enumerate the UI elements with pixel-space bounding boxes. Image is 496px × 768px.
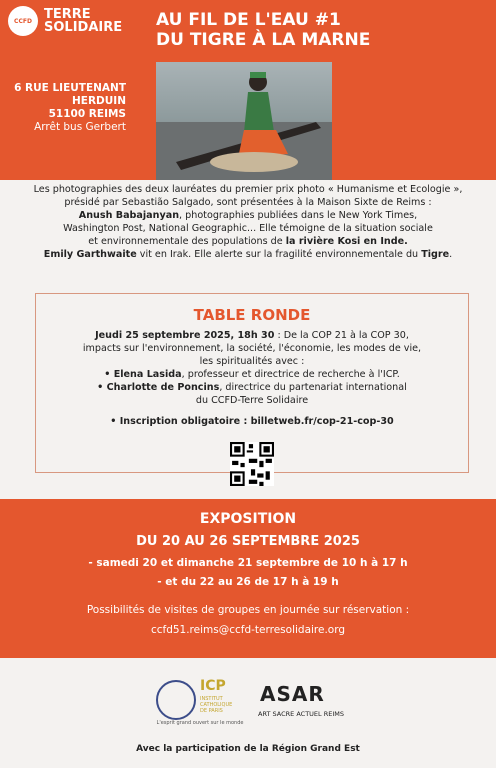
table-ronde-body — [56, 329, 448, 428]
intro-p5b: la rivière Kosi en Inde. — [285, 236, 408, 247]
tr-speaker1-line — [56, 368, 448, 381]
intro-name2: Emily Garthwaite — [43, 249, 137, 260]
table-ronde-title: TABLE RONDE — [193, 306, 311, 324]
tr-text3: les spiritualités avec : — [199, 356, 305, 367]
intro-p3: , photographies publiées dans le New York Times, — [179, 210, 418, 221]
logo-text — [44, 8, 122, 34]
intro-line3 — [8, 209, 488, 222]
header-band — [0, 0, 496, 180]
asar-logo: ASAR — [260, 682, 325, 706]
title-line1: AU FIL DE L'EAU #1 — [156, 10, 341, 30]
intro-p5: et environnementale des populations de — [88, 236, 286, 247]
expo-line1: - samedi 20 et dimanche 21 septembre de 10 h à 17 h — [88, 557, 408, 569]
intro-p6b: Tigre — [421, 249, 450, 260]
tr-speaker1-role: , professeur et directrice de recherche à l'ICP. — [181, 369, 400, 380]
intro-p1: Les photographies des deux lauréates du premier prix photo « Humanisme et Ecologie », — [33, 184, 463, 195]
icp-logo: ICP — [200, 678, 226, 694]
expo-line2: - et du 22 au 26 de 17 h à 19 h — [157, 576, 339, 588]
tr-speaker2-line — [56, 381, 448, 394]
tr-text1: : De la COP 21 à la COP 30, — [274, 330, 409, 341]
address — [8, 82, 126, 134]
poster-title — [156, 10, 370, 50]
intro-p6c: . — [449, 249, 453, 260]
expo-title: EXPOSITION — [199, 511, 297, 527]
address-line3: 51100 REIMS — [48, 108, 126, 120]
ccfd-logo-mark: CCFD — [8, 6, 38, 36]
address-line4: Arrêt bus Gerbert — [34, 121, 126, 133]
rower-illustration — [156, 62, 332, 180]
tr-text2: impacts sur l'environnement, la société, l'économie, les modes de vie, — [82, 343, 422, 354]
tr-speaker2-role2: du CCFD-Terre Solidaire — [195, 395, 309, 406]
intro-text — [8, 183, 488, 261]
partners — [0, 670, 496, 740]
expo-groups: Possibilités de visites de groupes en journée sur réservation : — [86, 604, 410, 616]
ccfd-logo — [8, 6, 122, 36]
expo-dates: DU 20 AU 26 SEPTEMBRE 2025 — [136, 534, 360, 549]
address-line1: 6 RUE LIEUTENANT — [14, 82, 126, 94]
tr-speaker1: • Elena Lasida — [104, 369, 182, 380]
intro-p6: vit en Irak. Elle alerte sur la fragilité environnementale du — [136, 249, 422, 260]
asar-subtitle: ART SACRE ACTUEL REIMS — [258, 710, 345, 718]
region-credit: Avec la participation de la Région Grand Est — [136, 744, 360, 754]
address-line2: HERDUIN — [72, 95, 126, 107]
expo-email[interactable]: ccfd51.reims@ccfd-terresolidaire.org — [150, 624, 346, 636]
qr-code-icon[interactable] — [230, 442, 274, 486]
tr-speaker2-role: , directrice du partenariat international — [219, 382, 407, 393]
icp-subtitle: INSTITUT CATHOLIQUE DE PARIS — [200, 696, 233, 714]
exposition-band — [0, 499, 496, 658]
tr-speaker2: • Charlotte de Poncins — [97, 382, 220, 393]
icp-motto: L'esprit grand ouvert sur le monde — [156, 720, 244, 726]
table-ronde-box — [35, 293, 469, 473]
title-line2: DU TIGRE À LA MARNE — [156, 30, 371, 50]
tr-date: Jeudi 25 septembre 2025, 18h 30 — [95, 330, 275, 341]
intro-p2: présidé par Sebastião Salgado, sont présentées à la Maison Sixte de Reims : — [64, 197, 432, 208]
tr-line1 — [56, 329, 448, 342]
logo-line1: TERRE — [44, 7, 91, 22]
rower-photo — [156, 62, 332, 180]
logo-line2: SOLIDAIRE — [44, 20, 123, 35]
intro-name1: Anush Babajanyan — [78, 210, 180, 221]
intro-line5 — [8, 235, 488, 248]
intro-line6 — [8, 248, 488, 261]
tr-registration[interactable]: • Inscription obligatoire : billetweb.fr/cop-21-cop-30 — [110, 416, 394, 427]
intro-p4: Washington Post, National Geographic... Elle témoigne de la situation sociale — [63, 223, 433, 234]
icp-seal-icon — [156, 680, 196, 720]
